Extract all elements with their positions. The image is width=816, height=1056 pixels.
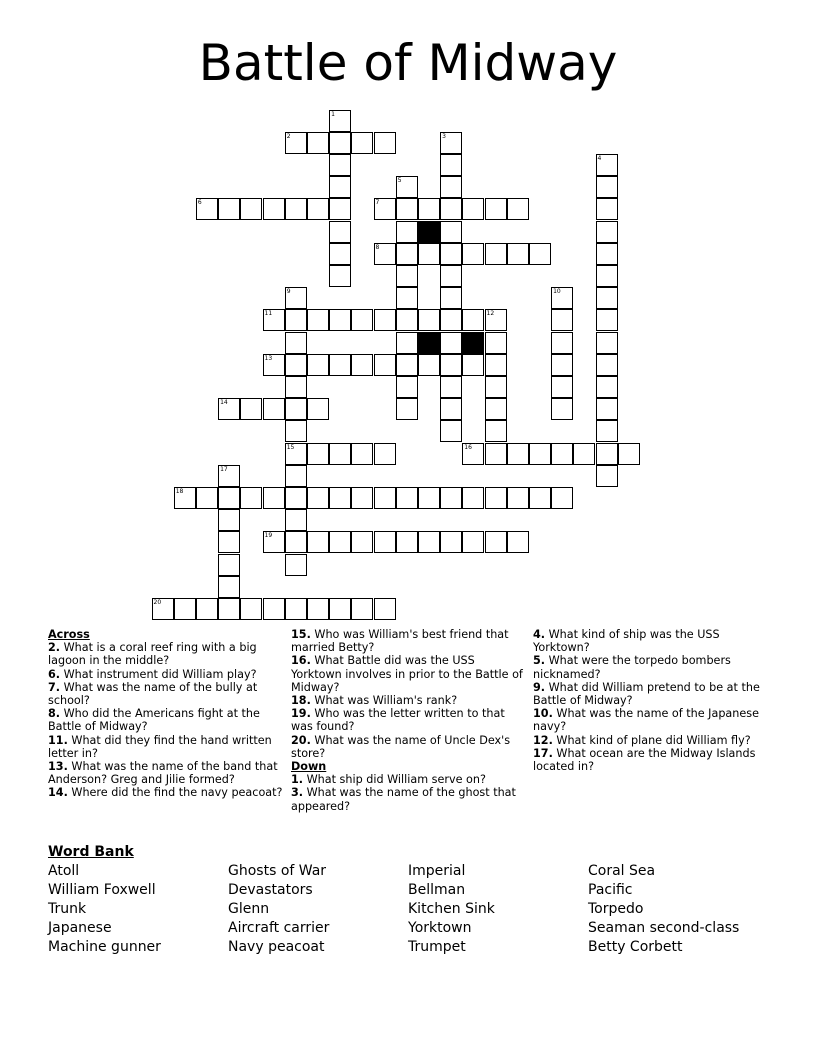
grid-cell[interactable] (485, 487, 507, 509)
clue-number: 12 (486, 310, 495, 318)
grid-cell[interactable] (507, 487, 529, 509)
grid-cell[interactable] (196, 487, 218, 509)
word-bank-item: Seaman second-class (588, 920, 740, 936)
grid-cell[interactable] (240, 598, 262, 620)
grid-cell[interactable] (374, 443, 396, 465)
grid-cell[interactable] (285, 132, 307, 154)
grid-cell[interactable] (440, 132, 462, 154)
word-bank-item: Devastators (228, 882, 313, 898)
clue-text: What were the torpedo bombers nicknamed? (533, 654, 731, 681)
grid-cell[interactable] (374, 531, 396, 553)
grid-cell[interactable] (551, 487, 573, 509)
clue-text: What was the name of the bully at school? (48, 680, 258, 708)
clue-text: What was the name of Uncle Dex's store? (291, 733, 511, 760)
word-bank-item: Yorktown (408, 920, 472, 936)
word-bank-item: Glenn (228, 901, 270, 917)
word-bank-item: Coral Sea (588, 863, 656, 879)
grid-cell[interactable] (240, 398, 262, 420)
clue-text: What was the name of the Japanese navy? (533, 707, 759, 734)
grid-cell[interactable] (418, 354, 440, 376)
grid-cell[interactable] (351, 354, 373, 376)
grid-cell[interactable] (440, 332, 462, 354)
grid-cell[interactable] (507, 443, 529, 465)
grid-cell[interactable] (307, 531, 329, 553)
word-bank-item: Trunk (48, 901, 87, 917)
clue-text: What instrument did William play? (60, 667, 257, 681)
clue-text: What kind of ship was the USS Yorktown? (533, 628, 720, 655)
down-clue (533, 628, 765, 654)
grid-cell[interactable] (573, 443, 595, 465)
clue-number: 3. (291, 786, 304, 800)
clue-number: 19. (291, 707, 311, 721)
grid-cell[interactable] (396, 376, 418, 398)
across-clues (48, 628, 283, 800)
grid-cell[interactable] (396, 354, 418, 376)
word-bank-item: Bellman (408, 882, 466, 898)
grid-cell[interactable] (396, 332, 418, 354)
word-bank-item: Ghosts of War (228, 863, 327, 879)
grid-cell[interactable] (329, 487, 351, 509)
down-clue (533, 654, 765, 680)
grid-cell[interactable] (351, 598, 373, 620)
word-bank-item: Torpedo (588, 901, 644, 917)
grid-cell[interactable] (596, 265, 618, 287)
grid-cell[interactable] (374, 598, 396, 620)
clue-number: 4. (533, 628, 546, 641)
grid-cell[interactable] (418, 487, 440, 509)
grid-cell[interactable] (329, 198, 351, 220)
grid-cell[interactable] (285, 598, 307, 620)
clue-text: What kind of plane did William fly? (552, 733, 751, 747)
grid-cell[interactable] (374, 487, 396, 509)
clue-text: What ship did William serve on? (303, 773, 486, 787)
clue-number: 13 (264, 354, 273, 362)
grid-cell[interactable] (285, 554, 307, 576)
grid-cell[interactable] (551, 376, 573, 398)
grid-cell[interactable] (329, 221, 351, 243)
grid-cell[interactable] (418, 531, 440, 553)
grid-cell[interactable] (263, 198, 285, 220)
clue-number: 5 (397, 177, 402, 185)
clue-text: Who was the letter written to that was found? (291, 707, 505, 734)
grid-cell[interactable] (374, 198, 396, 220)
clue-number: 9 (286, 288, 291, 296)
grid-cell[interactable] (596, 354, 618, 376)
grid-cell[interactable] (152, 598, 174, 620)
grid-cell[interactable] (396, 198, 418, 220)
grid-cell[interactable] (440, 243, 462, 265)
clue-text: Who was William's best friend that married Betty? (291, 628, 509, 655)
grid-cell[interactable] (485, 420, 507, 442)
clue-text: What was the name of the band that Anderson? Greg and Jilie formed? (48, 760, 278, 787)
grid-cell[interactable] (351, 487, 373, 509)
grid-cell[interactable] (263, 487, 285, 509)
word-bank-item: Japanese (48, 920, 112, 936)
down-clue (291, 773, 523, 786)
clue-number: 15. (291, 628, 311, 641)
grid-cell[interactable] (440, 398, 462, 420)
grid-cell[interactable] (529, 243, 551, 265)
word-bank-item: Trumpet (408, 939, 466, 955)
grid-cell[interactable] (218, 198, 240, 220)
grid-cell[interactable] (307, 198, 329, 220)
grid-cell[interactable] (196, 198, 218, 220)
clue-number: 8 (375, 243, 380, 251)
clue-text: What Battle did was the USS Yorktown involves in prior to the Battle of Midway? (291, 654, 523, 694)
grid-cell[interactable] (285, 376, 307, 398)
grid-cell[interactable] (351, 443, 373, 465)
grid-cell[interactable] (551, 287, 573, 309)
across-clue (48, 707, 283, 733)
word-bank-item: Machine gunner (48, 939, 161, 955)
across-clue (291, 707, 523, 733)
grid-cell[interactable] (351, 309, 373, 331)
grid-cell[interactable] (329, 443, 351, 465)
grid-cell[interactable] (263, 309, 285, 331)
word-bank-item: William Foxwell (48, 882, 156, 898)
grid-cell[interactable] (596, 376, 618, 398)
grid-cell[interactable] (596, 221, 618, 243)
clue-text: What is a coral reef ring with a big lagoon in the middle? (48, 641, 257, 668)
clue-text: What was the name of the ghost that appeared? (291, 786, 516, 813)
grid-cell[interactable] (329, 243, 351, 265)
clue-number: 16. (291, 654, 311, 668)
down-clue (533, 681, 765, 707)
clue-text: What ocean are the Midway Islands located in? (533, 746, 756, 774)
grid-cell[interactable] (285, 420, 307, 442)
grid-cell[interactable] (285, 487, 307, 509)
grid-cell[interactable] (507, 243, 529, 265)
grid-cell[interactable] (596, 176, 618, 198)
grid-cell[interactable] (418, 243, 440, 265)
down-clue (533, 707, 765, 733)
grid-cell[interactable] (218, 465, 240, 487)
clue-number: 9. (533, 680, 546, 694)
across-clue (48, 786, 283, 799)
grid-cell[interactable] (440, 487, 462, 509)
grid-cell[interactable] (507, 198, 529, 220)
grid-cell[interactable] (174, 598, 196, 620)
across-clue (48, 641, 283, 667)
grid-cell[interactable] (329, 176, 351, 198)
grid-cell[interactable] (396, 398, 418, 420)
grid-cell[interactable] (485, 398, 507, 420)
clue-number: 15 (286, 443, 295, 451)
clue-text: What did William pretend to be at the Battle of Midway? (533, 680, 760, 708)
grid-cell[interactable] (285, 287, 307, 309)
grid-cell[interactable] (462, 243, 484, 265)
grid-cell[interactable] (485, 531, 507, 553)
grid-cell[interactable] (329, 598, 351, 620)
clue-number: 1 (331, 110, 335, 118)
grid-cell[interactable] (396, 487, 418, 509)
grid-cell[interactable] (218, 576, 240, 598)
word-bank-item: Aircraft carrier (228, 920, 330, 936)
clue-text: Who did the Americans fight at the Battle of Midway? (48, 707, 260, 734)
grid-cell[interactable] (462, 309, 484, 331)
grid-cell[interactable] (485, 198, 507, 220)
puzzle-title: Battle of Midway (198, 34, 618, 92)
grid-cell[interactable] (551, 354, 573, 376)
clue-column-middle (291, 628, 523, 813)
grid-cell[interactable] (596, 465, 618, 487)
across-clue (48, 760, 283, 786)
grid-cell[interactable] (618, 443, 640, 465)
across-clue (48, 681, 283, 707)
grid-cell[interactable] (174, 487, 196, 509)
grid-cell[interactable] (307, 443, 329, 465)
black-square (462, 332, 484, 354)
grid-cell[interactable] (396, 221, 418, 243)
grid-cell[interactable] (396, 176, 418, 198)
grid-cell[interactable] (485, 443, 507, 465)
grid-cell[interactable] (218, 487, 240, 509)
grid-cell[interactable] (462, 443, 484, 465)
grid-cell[interactable] (596, 287, 618, 309)
grid-cell[interactable] (263, 354, 285, 376)
black-square (418, 221, 440, 243)
clue-text: What was William's rank? (310, 694, 458, 708)
grid-cell[interactable] (485, 309, 507, 331)
grid-cell[interactable] (218, 398, 240, 420)
grid-cell[interactable] (596, 154, 618, 176)
grid-cell[interactable] (418, 198, 440, 220)
grid-cell[interactable] (285, 309, 307, 331)
grid-cell[interactable] (374, 243, 396, 265)
across-clue (291, 694, 523, 707)
word-bank-item: Betty Corbett (588, 939, 683, 955)
clue-number: 8. (48, 707, 61, 721)
down-header: Down (291, 760, 327, 774)
clue-number: 2 (286, 132, 291, 140)
grid-cell[interactable] (329, 265, 351, 287)
clue-number: 16 (464, 443, 472, 451)
grid-cell[interactable] (329, 309, 351, 331)
grid-cell[interactable] (418, 309, 440, 331)
clue-number: 11. (48, 733, 68, 747)
clue-number: 2. (48, 641, 61, 655)
grid-cell[interactable] (329, 531, 351, 553)
grid-cell[interactable] (596, 420, 618, 442)
grid-cell[interactable] (307, 398, 329, 420)
grid-cell[interactable] (263, 598, 285, 620)
clue-text: What did they find the hand written letter in? (48, 733, 272, 760)
clue-number: 1. (291, 773, 304, 787)
across-clue (291, 628, 523, 654)
grid-cell[interactable] (440, 198, 462, 220)
grid-cell[interactable] (462, 487, 484, 509)
grid-cell[interactable] (462, 198, 484, 220)
clue-number: 14 (220, 399, 228, 407)
grid-cell[interactable] (218, 509, 240, 531)
grid-cell[interactable] (396, 287, 418, 309)
grid-cell[interactable] (551, 443, 573, 465)
grid-cell[interactable] (329, 354, 351, 376)
grid-cell[interactable] (218, 598, 240, 620)
grid-cell[interactable] (329, 154, 351, 176)
across-clue (291, 734, 523, 760)
black-square (418, 332, 440, 354)
grid-cell[interactable] (529, 443, 551, 465)
grid-cell[interactable] (307, 487, 329, 509)
grid-cell[interactable] (263, 531, 285, 553)
grid-cell[interactable] (551, 309, 573, 331)
grid-cell[interactable] (440, 420, 462, 442)
word-bank-item: Imperial (408, 863, 466, 879)
clue-number: 12. (533, 733, 553, 747)
clue-number: 20. (291, 733, 311, 747)
grid-cell[interactable] (218, 531, 240, 553)
grid-cell[interactable] (596, 398, 618, 420)
grid-cell[interactable] (596, 332, 618, 354)
clue-number: 17 (220, 465, 228, 473)
grid-cell[interactable] (329, 132, 351, 154)
grid-cell[interactable] (396, 243, 418, 265)
clue-number: 6. (48, 667, 61, 681)
grid-cell[interactable] (551, 398, 573, 420)
grid-cell[interactable] (240, 198, 262, 220)
clue-number: 5. (533, 654, 546, 668)
clue-number: 18 (175, 487, 184, 495)
grid-cell[interactable] (596, 198, 618, 220)
grid-cell[interactable] (485, 376, 507, 398)
clue-number: 11 (264, 310, 273, 318)
down-clue (533, 747, 765, 773)
grid-cell[interactable] (263, 398, 285, 420)
grid-cell[interactable] (440, 265, 462, 287)
word-bank-item: Kitchen Sink (408, 901, 495, 917)
clue-text: Where did the find the navy peacoat? (67, 786, 283, 800)
grid-cell[interactable] (485, 243, 507, 265)
grid-cell[interactable] (396, 309, 418, 331)
grid-cell[interactable] (329, 110, 351, 132)
grid-cell[interactable] (485, 354, 507, 376)
grid-cell[interactable] (551, 332, 573, 354)
clue-number: 19 (264, 532, 273, 540)
grid-cell[interactable] (440, 309, 462, 331)
clue-number: 14. (48, 786, 68, 800)
grid-cell[interactable] (396, 265, 418, 287)
grid-cell[interactable] (485, 332, 507, 354)
grid-cell[interactable] (307, 598, 329, 620)
grid-cell[interactable] (374, 354, 396, 376)
grid-cell[interactable] (374, 309, 396, 331)
grid-cell[interactable] (240, 487, 262, 509)
grid-cell[interactable] (462, 531, 484, 553)
clue-number: 10. (533, 707, 553, 721)
grid-cell[interactable] (440, 531, 462, 553)
down-clue (533, 734, 765, 747)
grid-cell[interactable] (440, 221, 462, 243)
grid-cell[interactable] (440, 376, 462, 398)
grid-cell[interactable] (462, 354, 484, 376)
grid-cell[interactable] (396, 531, 418, 553)
clue-number: 10 (553, 288, 561, 296)
grid-cell[interactable] (440, 354, 462, 376)
across-clue (48, 668, 283, 681)
clue-number: 7. (48, 680, 61, 694)
grid-cell[interactable] (285, 443, 307, 465)
grid-cell[interactable] (351, 531, 373, 553)
word-bank-item: Atoll (48, 863, 80, 879)
word-bank-item: Navy peacoat (228, 939, 325, 955)
grid-cell[interactable] (351, 132, 373, 154)
grid-cell[interactable] (196, 598, 218, 620)
grid-cell[interactable] (529, 487, 551, 509)
grid-cell[interactable] (285, 332, 307, 354)
grid-cell[interactable] (440, 154, 462, 176)
grid-cell[interactable] (596, 243, 618, 265)
across-header: Across (48, 628, 90, 641)
clue-number: 20 (153, 598, 162, 606)
grid-cell[interactable] (596, 443, 618, 465)
clue-number: 4 (597, 154, 602, 162)
grid-cell[interactable] (285, 465, 307, 487)
grid-cell[interactable] (218, 554, 240, 576)
grid-cell[interactable] (285, 509, 307, 531)
grid-cell[interactable] (440, 287, 462, 309)
clue-number: 13. (48, 760, 68, 774)
grid-cell[interactable] (507, 531, 529, 553)
clue-number: 18. (291, 694, 311, 708)
grid-cell[interactable] (307, 132, 329, 154)
across-clue (48, 734, 283, 760)
grid-cell[interactable] (596, 309, 618, 331)
grid-cell[interactable] (307, 354, 329, 376)
grid-cell[interactable] (285, 398, 307, 420)
grid-cell[interactable] (285, 198, 307, 220)
word-bank-title: Word Bank (48, 844, 134, 860)
down-clue (291, 786, 523, 812)
grid-cell[interactable] (440, 176, 462, 198)
down-clues (533, 628, 765, 773)
grid-cell[interactable] (374, 132, 396, 154)
grid-cell[interactable] (285, 354, 307, 376)
clue-number: 7 (375, 199, 380, 207)
grid-cell[interactable] (285, 531, 307, 553)
clue-number: 3 (442, 132, 446, 140)
word-bank-item: Pacific (588, 882, 633, 898)
grid-cell[interactable] (307, 309, 329, 331)
clue-number: 6 (197, 199, 202, 207)
clue-number: 17. (533, 746, 553, 760)
across-clue (291, 654, 523, 694)
